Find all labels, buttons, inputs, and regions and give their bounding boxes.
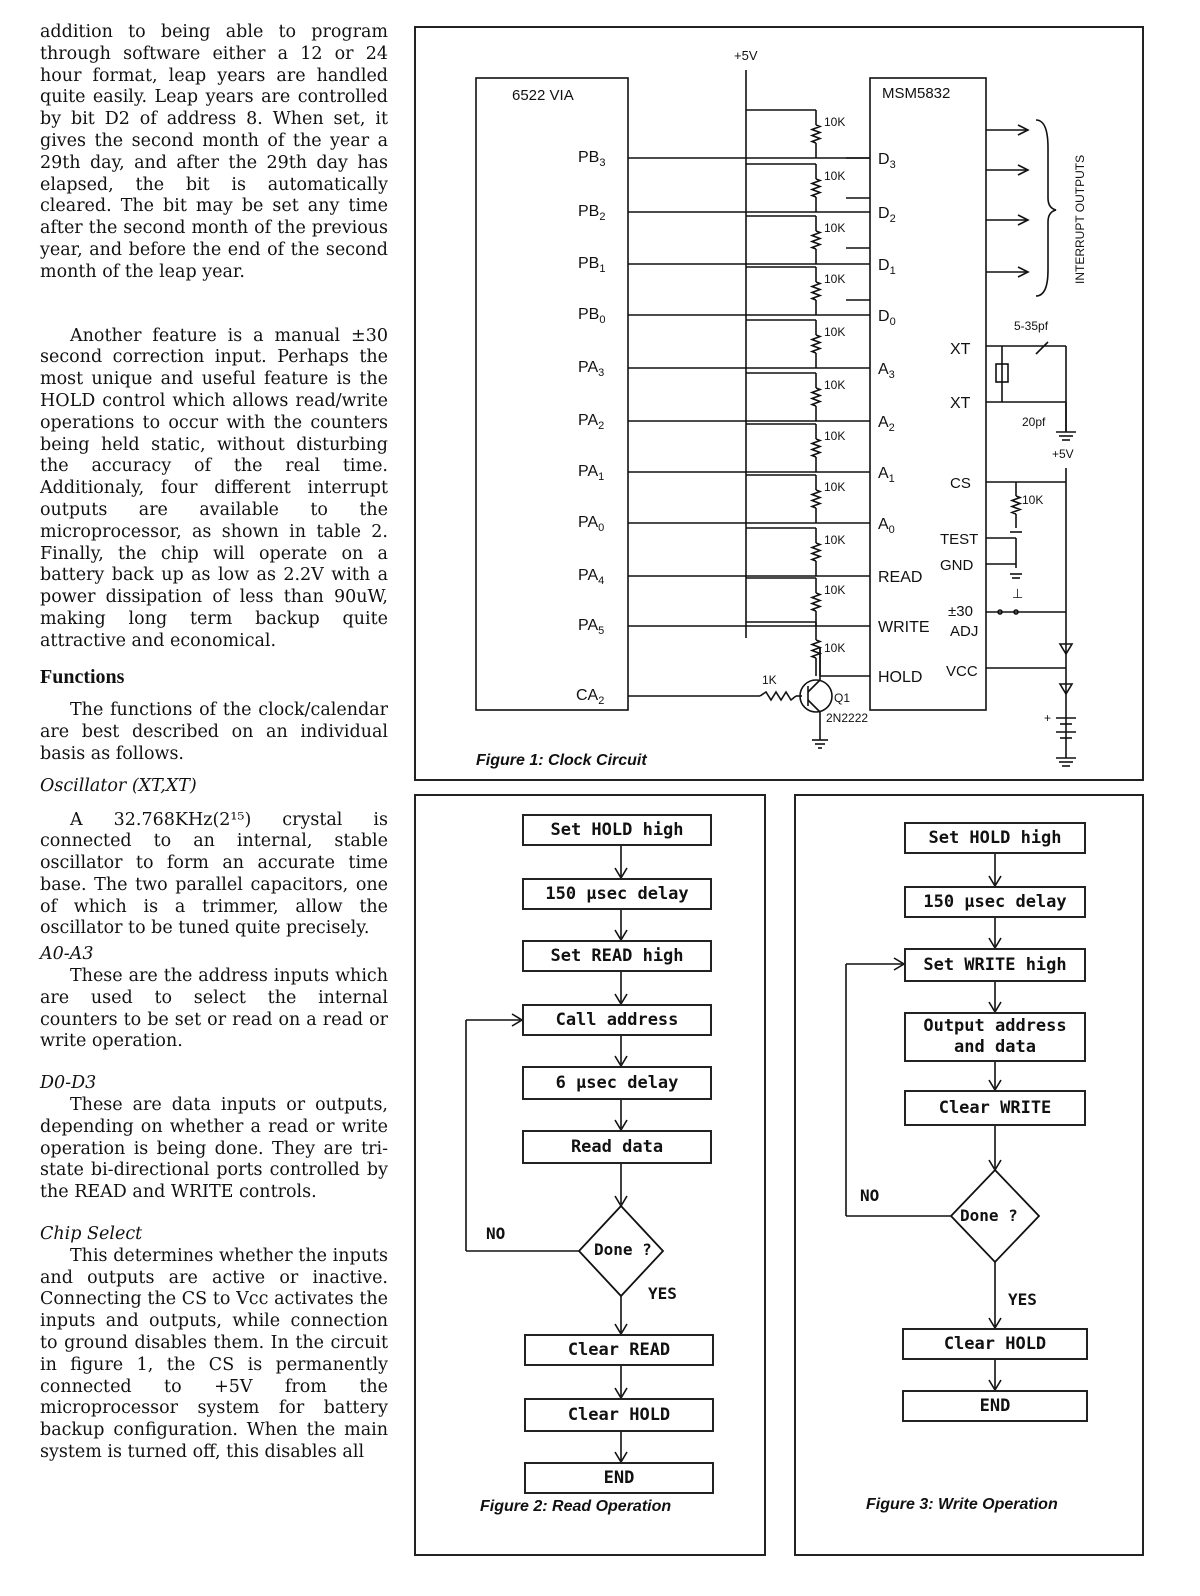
paragraph: Another feature is a manual ±30 second correction input. Perhaps the most unique and useful feature is the HOLD control which allows read/write operations to occur with the counters being held static, without disturbing the accuracy of the real time. Additionaly, four different interrupt outputs are available to the microprocessor, as shown in table 2. Finally, the chip will operate on a battery back up as low as 2.2V with a power dissipation of less than 90uW, making long term backup quite attractive and economical. — [40, 325, 388, 651]
capacitor-label: 5-35pf — [1014, 319, 1049, 333]
flow-step: Clear READ — [524, 1334, 714, 1366]
resistor-label: 10K — [824, 272, 846, 286]
base-resistor — [760, 692, 796, 700]
resistor — [812, 335, 820, 353]
paragraph: These are the address inputs which are used to select the internal counters to be set or read on a read or write operation. — [40, 966, 388, 1052]
resistor-label: 1K — [762, 673, 777, 687]
via-pin-label: $PA_4$ — [578, 567, 605, 587]
via-chip-label: 6522 VIA — [512, 87, 574, 104]
paragraph: These are data inputs or outputs, depending on whether a read or write operation is being done. They are tri-state bi-directional ports controlled by the READ and WRITE controls. — [40, 1095, 388, 1203]
resistor — [812, 179, 820, 197]
resistor — [812, 543, 820, 561]
rtc-pin-label: $A_1$ — [878, 465, 895, 485]
via-pin-label: $PB_1$ — [578, 255, 606, 275]
end-terminal: END — [524, 1462, 714, 1494]
paragraph: addition to being able to program through software either a 12 or 24 hour format, leap years are handled quite easily. Leap years are controlled by bit D2 of address 8. When set, it gives the second month of the year a 29th day, and after the 29th day has elapsed, the bit is automatically cleared. The bit may be set any time after the second month of the previous year, and before the end of the second month of the leap year. — [40, 22, 388, 282]
resistor — [1012, 496, 1020, 514]
flow-step: 6 µsec delay — [522, 1066, 712, 1100]
resistor-label: 10K — [824, 480, 846, 494]
rtc-pin-label: GND — [940, 557, 974, 574]
resistor-label: 10K — [824, 533, 846, 547]
resistor — [812, 490, 820, 508]
rtc-pin-label: $D_3$ — [878, 151, 896, 171]
via-pin-label: $PB_2$ — [578, 203, 606, 223]
ground-symbol: ⊥ — [1012, 586, 1024, 601]
rtc-pin-label: CS — [950, 475, 971, 492]
resistor-label: 10K — [824, 325, 846, 339]
battery-polarity: + — [1044, 711, 1052, 725]
flow-step: Read data — [522, 1130, 712, 1164]
resistor — [812, 125, 820, 143]
via-pin-label: $PB_0$ — [578, 306, 606, 326]
resistor — [812, 640, 820, 658]
paragraph: This determines whether the inputs and outputs are active or inactive. Connecting the CS to Vcc activates the inputs and outputs, while connection to ground disables them. In the circuit in figure 1, the CS is permanently connected to +5V from the microprocessor system for battery backup configuration. When the main system is turned off, this disables all — [40, 1245, 388, 1463]
rtc-pin-label: READ — [878, 569, 923, 586]
resistor — [812, 593, 820, 611]
flow-step: Clear HOLD — [902, 1328, 1088, 1360]
capacitor-label: 20pf — [1022, 415, 1046, 429]
paragraph: A 32.768KHz(2¹⁵) crystal is connected to an internal, stable oscillator to form an accurate time base. The two parallel capacitors, one of which is a trimmer, allow the oscillator to be tuned quite precisely. — [40, 809, 388, 939]
resistor-label: 10K — [824, 641, 846, 655]
figure-caption: Figure 3: Write Operation — [866, 1496, 1058, 1513]
rtc-pin-label: TEST — [940, 531, 979, 548]
via-chip-box — [476, 78, 628, 710]
brace — [1036, 120, 1056, 296]
flow-step: 150 µsec delay — [904, 886, 1086, 918]
rtc-pin-label: ADJ — [950, 623, 979, 640]
rtc-pin-label: $D_0$ — [878, 308, 896, 328]
supply-label: +5V — [1052, 447, 1074, 461]
subheading: Oscillator (XT,XT) — [40, 775, 197, 796]
section-heading: Functions — [40, 665, 125, 688]
transistor-part-label: 2N2222 — [826, 711, 869, 725]
via-pin-label: $PA_3$ — [578, 359, 605, 379]
rtc-pin-label: ±30 — [948, 603, 973, 620]
resistor-label: 10K — [1022, 493, 1044, 507]
via-pin-label: $PA_2$ — [578, 412, 605, 432]
supply-label: +5V — [734, 48, 758, 63]
resistor-label: 10K — [824, 221, 846, 235]
rtc-pin-label: XT — [950, 395, 971, 412]
transistor-label: Q1 — [834, 691, 851, 705]
flow-step: Set HOLD high — [904, 822, 1086, 854]
decision-label: Done ? — [960, 1206, 1018, 1225]
rtc-pin-label: $D_2$ — [878, 205, 896, 225]
rtc-pin-label: $D_1$ — [878, 257, 896, 277]
subheading: A0-A3 — [40, 944, 94, 965]
resistor-label: 10K — [824, 378, 846, 392]
via-pin-label: $CA_2$ — [576, 687, 605, 707]
decision-label: Done ? — [594, 1240, 652, 1259]
trimmer — [1036, 342, 1048, 354]
figure-caption: Figure 1: Clock Circuit — [476, 752, 647, 769]
figure-caption: Figure 2: Read Operation — [480, 1498, 672, 1515]
resistor-label: 10K — [824, 429, 846, 443]
no-label: NO — [860, 1186, 880, 1205]
rtc-pin-label: HOLD — [878, 669, 923, 686]
resistor — [812, 282, 820, 300]
subheading: Chip Select — [40, 1224, 143, 1245]
flow-step: Set WRITE high — [904, 948, 1086, 982]
via-pin-label: $PA_1$ — [578, 463, 605, 483]
interrupt-outputs-label: INTERRUPT OUTPUTS — [1073, 154, 1087, 284]
via-pin-label: $PB_3$ — [578, 149, 606, 169]
subheading: D0-D3 — [40, 1073, 97, 1094]
resistor — [812, 388, 820, 406]
rtc-chip-label: MSM5832 — [882, 85, 951, 102]
rtc-pin-label: $A_2$ — [878, 414, 895, 434]
rtc-pin-label: $A_3$ — [878, 361, 895, 381]
flow-step: Set READ high — [522, 940, 712, 972]
paragraph: The functions of the clock/calendar are best described on an individual basis as follows. — [40, 700, 388, 764]
via-pin-label: $PA_5$ — [578, 617, 605, 637]
rtc-pin-label: VCC — [946, 663, 978, 680]
flow-step: Clear WRITE — [904, 1090, 1086, 1126]
yes-label: YES — [1008, 1290, 1037, 1309]
rtc-pin-label: WRITE — [878, 619, 930, 636]
figure-1-clock-circuit — [414, 26, 1144, 781]
via-pin-label: $PA_0$ — [578, 514, 605, 534]
flow-step: 150 µsec delay — [522, 878, 712, 910]
end-terminal: END — [902, 1390, 1088, 1422]
flow-step: Call address — [522, 1004, 712, 1036]
rtc-pin-label: $A_0$ — [878, 516, 895, 536]
flow-step: Clear HOLD — [524, 1398, 714, 1432]
flow-step: Output address and data — [904, 1012, 1086, 1062]
no-label: NO — [486, 1224, 506, 1243]
resistor-label: 10K — [824, 169, 846, 183]
resistor — [812, 231, 820, 249]
text-column — [40, 22, 388, 1464]
figure-2-read-operation — [414, 794, 766, 1556]
figure-3-write-operation — [794, 794, 1144, 1556]
resistor-label: 10K — [824, 583, 846, 597]
yes-label: YES — [648, 1284, 677, 1303]
resistor — [812, 439, 820, 457]
circuit-diagram — [416, 28, 1142, 779]
resistor-label: 10K — [824, 115, 846, 129]
rtc-pin-label: XT — [950, 341, 971, 358]
flow-step: Set HOLD high — [522, 814, 712, 846]
